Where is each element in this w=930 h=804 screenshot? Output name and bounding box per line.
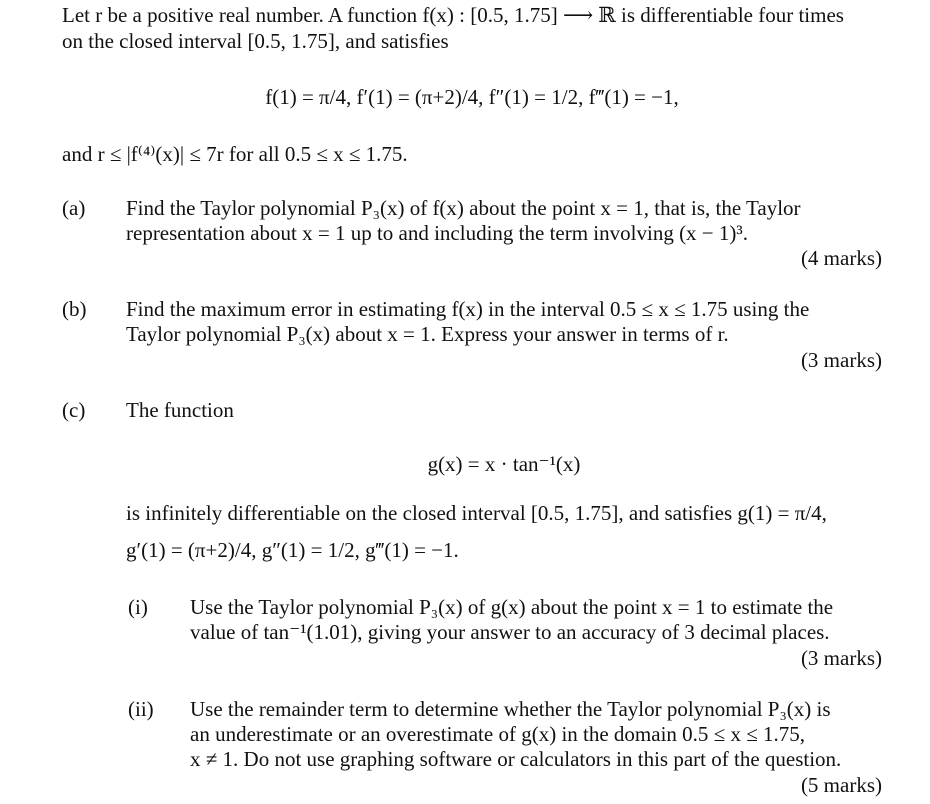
- part-a-line-1: Find the Taylor polynomial P₃(x) of f(x) about the point x = 1, that is, the Taylor: [126, 196, 801, 220]
- subpart-i-label: (i): [128, 595, 148, 619]
- subpart-ii-marks: (5 marks): [800, 773, 882, 797]
- subpart-i-line-1: Use the Taylor polynomial P₃(x) of g(x) about the point x = 1 to estimate the: [190, 595, 834, 619]
- subpart-i-marks: (3 marks): [800, 646, 882, 670]
- subpart-ii-line-2: an underestimate or an overestimate of g(x) in the domain 0.5 ≤ x ≤ 1.75,: [190, 722, 805, 746]
- part-c-label: (c): [62, 398, 86, 422]
- intro-equation: f(1) = π/4, f′(1) = (π+2)/4, f″(1) = 1/2, f‴(1) = −1,: [265, 85, 679, 109]
- part-c-line-1: The function: [126, 398, 234, 422]
- part-c-line-2: is infinitely differentiable on the closed interval [0.5, 1.75], and satisfies g(1) = π/4,: [126, 501, 827, 525]
- part-b-line-1: Find the maximum error in estimating f(x) in the interval 0.5 ≤ x ≤ 1.75 using the: [126, 297, 810, 321]
- subpart-ii-label: (ii): [128, 697, 154, 721]
- intro-line-3: and r ≤ |f⁽⁴⁾(x)| ≤ 7r for all 0.5 ≤ x ≤ 1.75.: [62, 142, 408, 166]
- part-c-line-3: g′(1) = (π+2)/4, g″(1) = 1/2, g‴(1) = −1.: [126, 538, 459, 562]
- part-a-label: (a): [62, 196, 86, 220]
- part-a-marks: (4 marks): [800, 246, 882, 270]
- part-b-label: (b): [62, 297, 87, 321]
- part-c-equation: g(x) = x · tan⁻¹(x): [427, 452, 581, 476]
- intro-line-1: Let r be a positive real number. A function f(x) : [0.5, 1.75] ⟶ ℝ is differentiable four times: [62, 3, 844, 27]
- part-b-marks: (3 marks): [800, 348, 882, 372]
- subpart-ii-line-1: Use the remainder term to determine whether the Taylor polynomial P₃(x) is: [190, 697, 831, 721]
- subpart-ii-line-3: x ≠ 1. Do not use graphing software or calculators in this part of the question.: [190, 747, 842, 771]
- subpart-i-line-2: value of tan⁻¹(1.01), giving your answer to an accuracy of 3 decimal places.: [190, 620, 830, 644]
- intro-line-2: on the closed interval [0.5, 1.75], and satisfies: [62, 29, 449, 53]
- part-a-line-2: representation about x = 1 up to and including the term involving (x − 1)³.: [126, 221, 748, 245]
- part-b-line-2: Taylor polynomial P₃(x) about x = 1. Express your answer in terms of r.: [126, 322, 729, 346]
